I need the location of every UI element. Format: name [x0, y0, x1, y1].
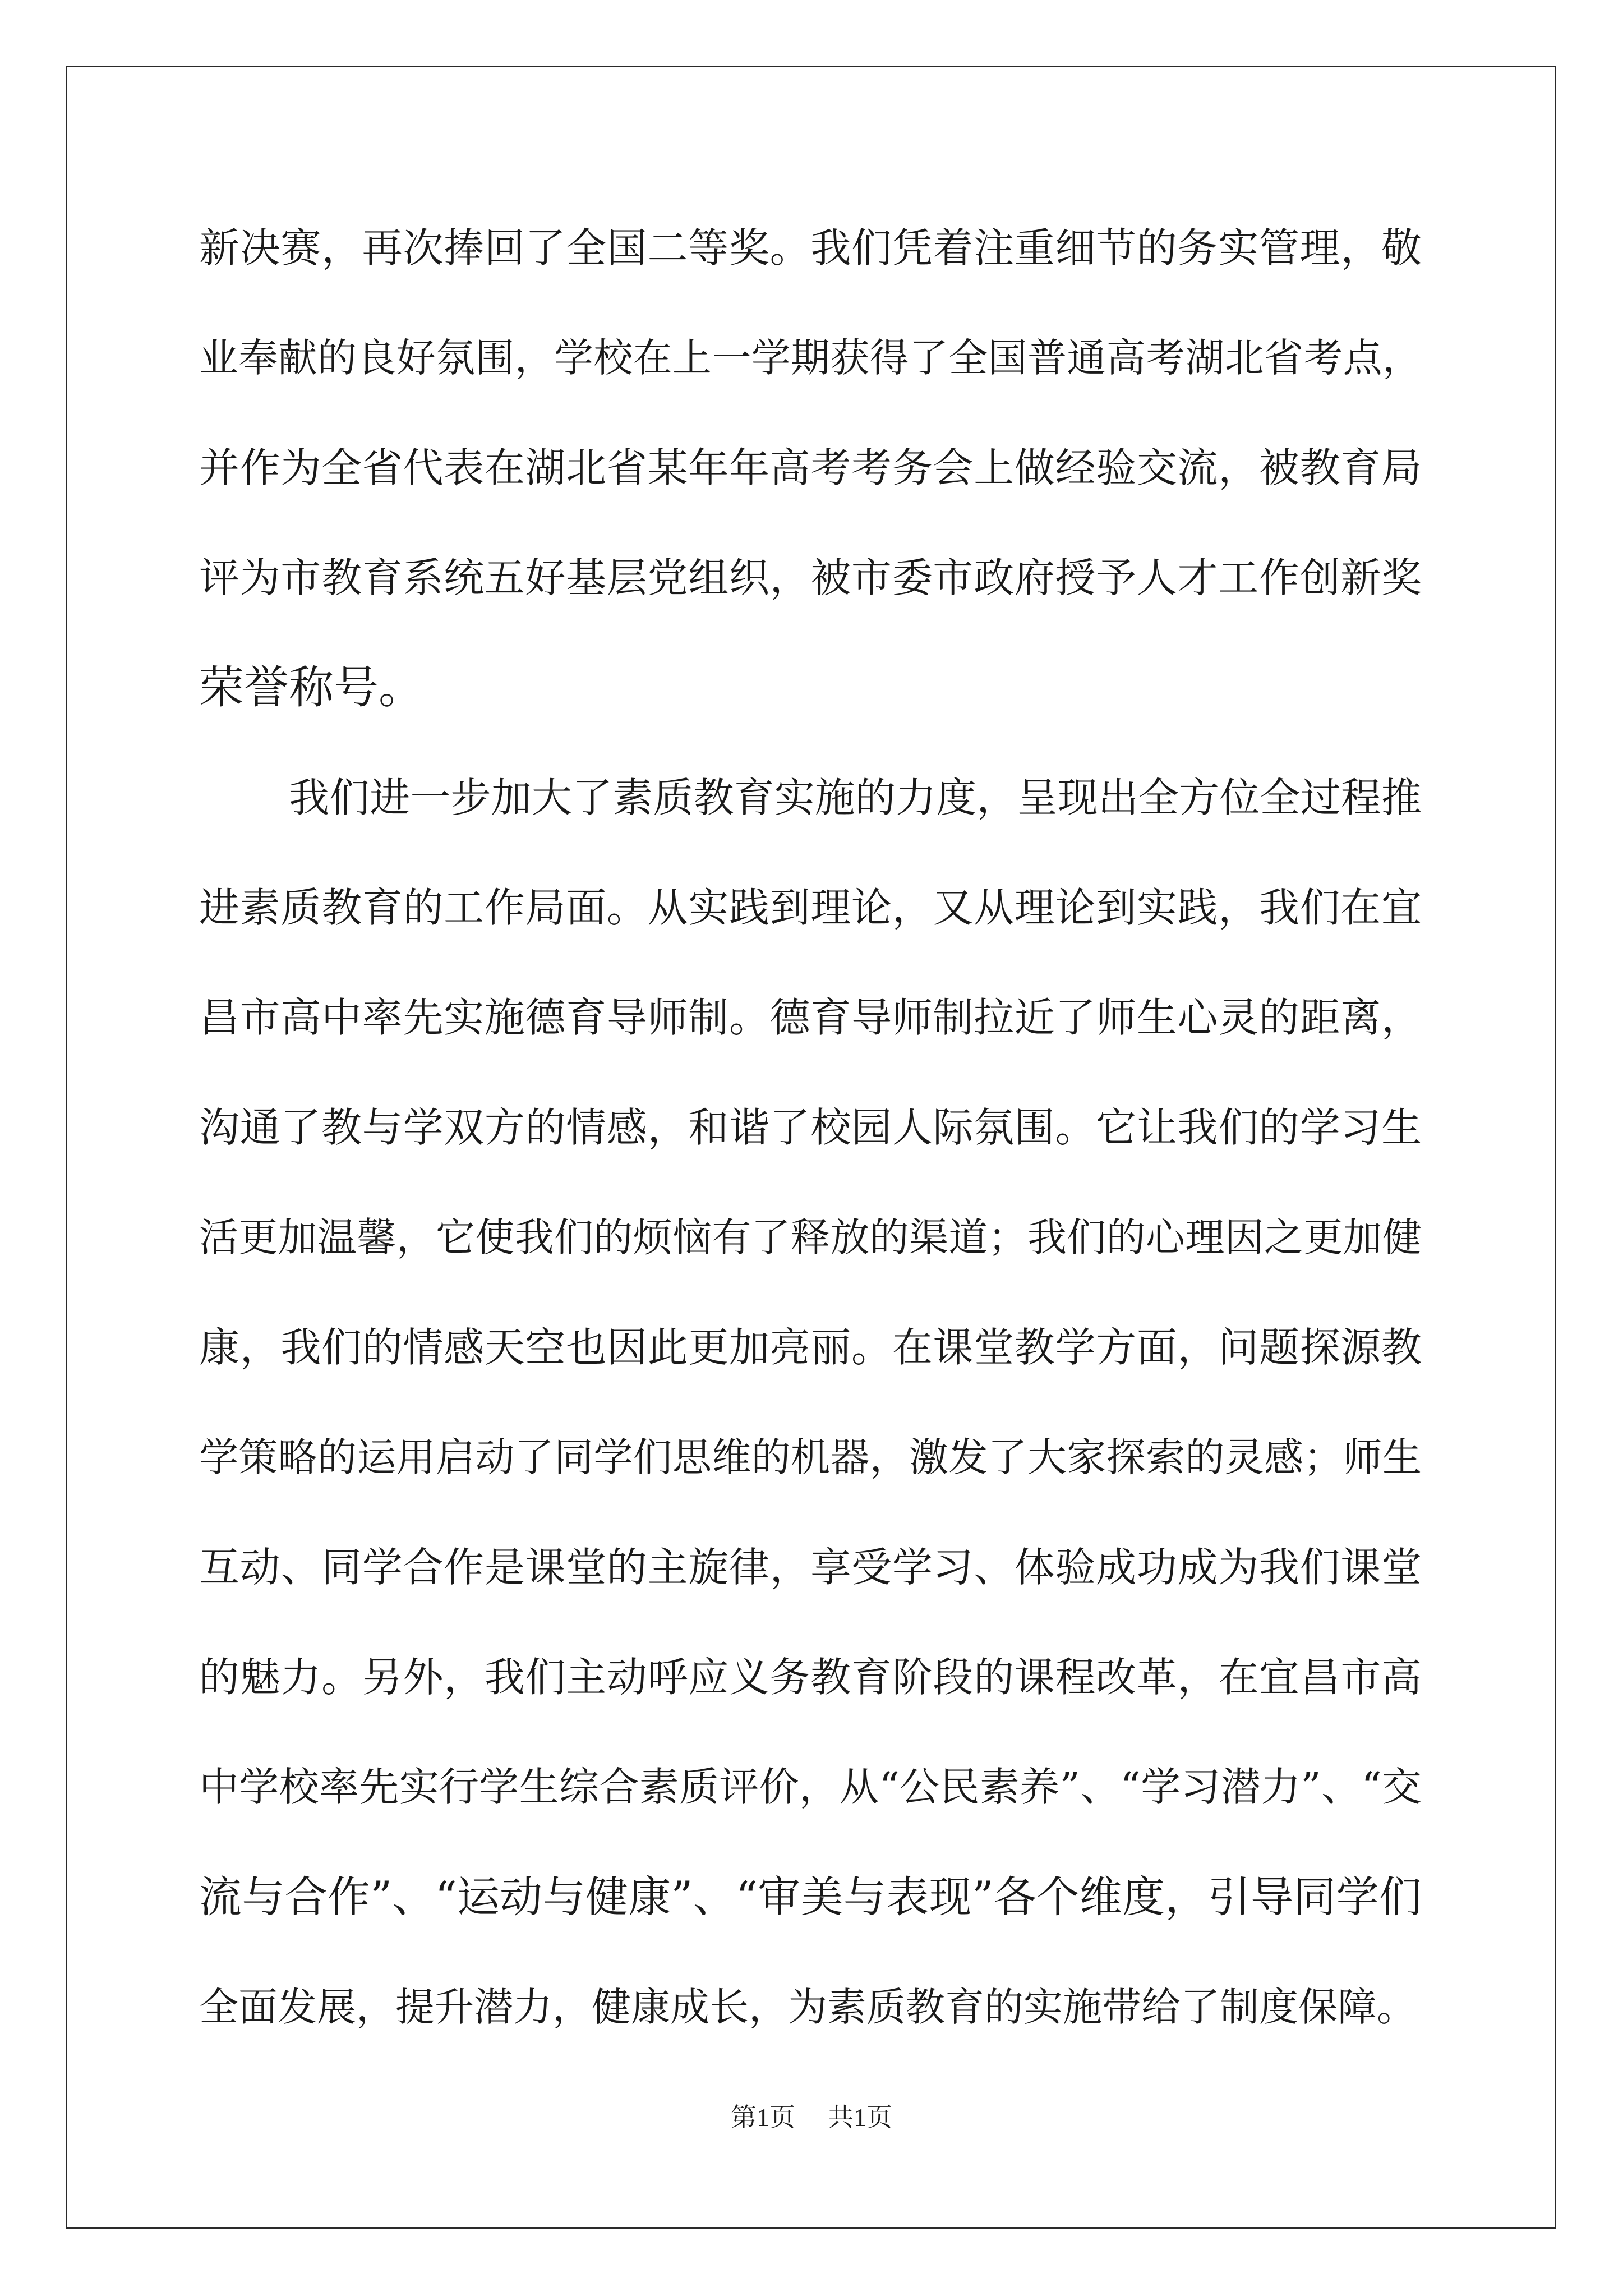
page-total: 共1页 [828, 2103, 892, 2132]
text-line: 的魅力。另外，我们主动呼应义务教育阶段的课程改革，在宜昌市高 [199, 1654, 1422, 1701]
text-line: 业奉献的良好氛围，学校在上一学期获得了全国普通高考湖北省考点， [199, 335, 1422, 381]
text-line: 新决赛，再次捧回了全国二等奖。我们凭着注重细节的务实管理，敬 [199, 224, 1422, 272]
text-line: 流与合作”、“运动与健康”、“审美与表现”各个维度，引导同学们 [199, 1872, 1422, 1922]
paragraph-1 [199, 209, 1422, 758]
text-line: 康，我们的情感天空也因此更加亮丽。在课堂教学方面，问题探源教 [199, 1324, 1422, 1371]
text-line: 中学校率先实行学生综合素质评价，从“公民素养”、“学习潜力”、“交 [199, 1764, 1422, 1810]
paragraph-2 [199, 758, 1422, 2078]
text-line: 荣誉称号。 [199, 661, 423, 714]
text-line: 昌市高中率先实施德育导师制。德育导师制拉近了师生心灵的距离， [199, 994, 1422, 1041]
document-body [199, 209, 1422, 2078]
text-line: 进素质教育的工作局面。从实践到理论，又从理论到实践，我们在宜 [199, 884, 1422, 931]
text-line: 全面发展，提升潜力，健康成长，为素质教育的实施带给了制度保障。 [199, 1984, 1416, 2030]
text-line: 沟通了教与学双方的情感，和谐了校园人际氛围。它让我们的学习生 [199, 1104, 1422, 1151]
page-footer [0, 2097, 1623, 2134]
text-line: 学策略的运用启动了同学们思维的机器，激发了大家探索的灵感；师生 [199, 1434, 1422, 1480]
text-line: 我们进一步加大了素质教育实施的力度，呈现出全方位全过程推 [289, 774, 1422, 821]
page-number: 第1页 [731, 2103, 795, 2132]
text-line: 互动、同学合作是课堂的主旋律，享受学习、体验成功成为我们课堂 [199, 1544, 1422, 1591]
text-line: 评为市教育系统五好基层党组织，被市委市政府授予人才工作创新奖 [199, 554, 1422, 601]
text-line: 并作为全省代表在湖北省某年年高考考务会上做经验交流，被教育局 [199, 444, 1422, 491]
text-line: 活更加温馨，它使我们的烦恼有了释放的渠道；我们的心理因之更加健 [199, 1214, 1422, 1260]
